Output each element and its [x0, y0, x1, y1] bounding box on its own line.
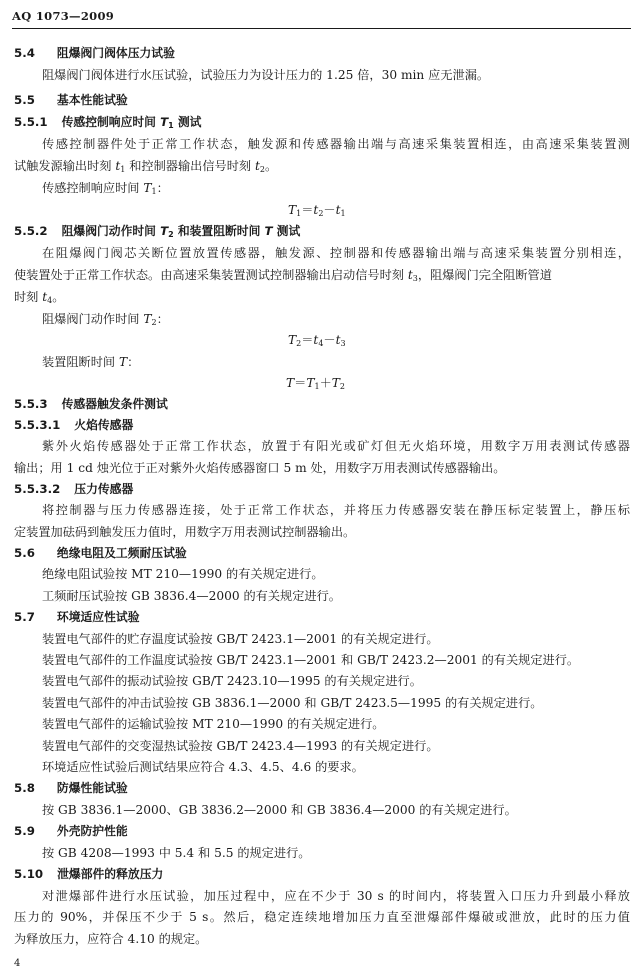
section-5-6-heading	[14, 545, 187, 561]
section-title: 阻爆阀门阀体压力试验	[56, 46, 175, 60]
section-title: 传感器触发条件测试	[61, 397, 168, 411]
symbol: T	[264, 224, 273, 238]
paragraph: 装置电气部件的交变湿热试验按 GB/T 2423.4—1993 的有关规定进行。	[42, 739, 439, 753]
section-5-5-2-heading	[14, 223, 300, 243]
symbol: T	[331, 376, 340, 390]
text: 传感控制响应时间	[42, 181, 144, 195]
section-number: 5.5.2	[14, 224, 48, 238]
operator: ＋	[319, 376, 332, 390]
subscript: 1	[120, 165, 126, 174]
text: ：	[156, 181, 169, 195]
symbol: T	[286, 376, 295, 390]
section-title-tail: 测试	[272, 224, 301, 238]
section-number: 5.8	[14, 781, 35, 795]
section-number: 5.5	[14, 93, 35, 107]
symbol: T	[160, 115, 169, 129]
subscript: 2	[318, 209, 324, 218]
paragraph	[42, 180, 169, 200]
subscript: 4	[47, 296, 53, 305]
equation-t	[286, 375, 345, 395]
section-title-tail: 测试	[173, 115, 202, 129]
section-number: 5.5.3.1	[14, 418, 61, 432]
text: ，阻爆阀门完全阻断管道	[417, 268, 552, 282]
symbol: t	[313, 333, 319, 347]
symbol: t	[335, 203, 341, 217]
paragraph: 阻爆阀门阀体进行水压试验，试验压力为设计压力的 1.25 倍，30 min 应无泄漏。	[42, 68, 490, 82]
section-number: 5.9	[14, 824, 35, 838]
paragraph: 将控制器与压力传感器连接，处于正常工作状态，并将压力传感器安装在静压标定装置上，静压标	[42, 503, 630, 517]
section-5-7-heading	[14, 609, 140, 625]
text: ：	[127, 355, 140, 369]
symbol: t	[115, 159, 121, 173]
section-title: 火焰传感器	[74, 418, 134, 432]
section-title: 基本性能试验	[56, 93, 128, 107]
operator: －	[323, 333, 336, 347]
subscript: 2	[339, 382, 345, 391]
section-number: 5.4	[14, 46, 35, 60]
section-title: 绝缘电阻及工频耐压试验	[56, 546, 187, 560]
symbol: T	[306, 376, 315, 390]
subscript: 2	[259, 165, 265, 174]
section-5-4-heading	[14, 45, 175, 61]
paragraph: 绝缘电阻试验按 MT 210—1990 的有关规定进行。	[42, 567, 324, 581]
subscript: 1	[151, 187, 157, 196]
operator: ＝	[301, 333, 314, 347]
paragraph: 装置电气部件的振动试验按 GB/T 2423.10—1995 的有关规定进行。	[42, 674, 422, 688]
standard-code-header: AQ 1073—2009	[12, 9, 115, 23]
paragraph	[14, 289, 64, 309]
paragraph	[14, 267, 552, 287]
symbol: T	[143, 312, 152, 326]
paragraph: 紫外火焰传感器处于正常工作状态，放置于有阳光或矿灯但无火焰环境，用数字万用表测试传感器	[42, 439, 630, 453]
section-title: 泄爆部件的释放压力	[57, 867, 164, 881]
paragraph: 对泄爆部件进行水压试验，加压过程中，应在不少于 30 s 的时间内，将装置入口压力升到最小释放	[42, 889, 630, 903]
text: 和控制器输出信号时刻	[125, 159, 255, 173]
symbol: T	[288, 203, 297, 217]
operator: ＝	[301, 203, 314, 217]
paragraph: 工频耐压试验按 GB 3836.4—2000 的有关规定进行。	[42, 589, 341, 603]
symbol: t	[407, 268, 413, 282]
text: 阻爆阀门动作时间	[42, 312, 144, 326]
text: 装置阻断时间	[42, 355, 119, 369]
section-title: 传感控制响应时间	[61, 115, 161, 129]
text: 。	[52, 290, 65, 304]
section-number: 5.5.1	[14, 115, 48, 129]
subscript: 3	[412, 274, 418, 283]
paragraph: 按 GB 3836.1—2000、GB 3836.2—2000 和 GB 3836.4—2000 的有关规定进行。	[42, 803, 517, 817]
paragraph	[42, 311, 169, 331]
section-number: 5.5.3.2	[14, 482, 61, 496]
subscript: 3	[340, 339, 346, 348]
symbol: T	[119, 355, 128, 369]
section-title: 压力传感器	[74, 482, 134, 496]
subscript: 2	[151, 318, 157, 327]
section-title: 防爆性能试验	[56, 781, 128, 795]
section-title: 外壳防护性能	[56, 824, 128, 838]
text: ：	[156, 312, 169, 326]
section-5-5-heading	[14, 92, 128, 108]
symbol: t	[255, 159, 260, 173]
subscript: 1	[340, 209, 346, 218]
paragraph: 为释放压力，应符合 4.10 的规定。	[14, 932, 208, 946]
paragraph: 传感控制器件处于正常工作状态，触发源和传感器输出端与高速采集装置相连，由高速采集装置测	[42, 137, 630, 151]
section-5-5-1-heading	[14, 114, 201, 134]
paragraph: 压力的 90%，并保压不少于 5 s。然后，稳定连续地增加压力直至泄爆部件爆破或泄放，此时的压力值	[14, 910, 630, 924]
text: 试触发源输出时刻	[14, 159, 116, 173]
section-5-10-heading	[14, 866, 163, 882]
subscript: 1	[314, 382, 320, 391]
section-5-5-3-1-heading	[14, 417, 133, 433]
subscript: 1	[168, 121, 174, 130]
section-5-5-3-2-heading	[14, 481, 133, 497]
symbol: t	[313, 203, 319, 217]
page-number: 4	[14, 958, 21, 969]
text: 时刻	[14, 290, 43, 304]
symbol: T	[288, 333, 297, 347]
subscript: 4	[318, 339, 324, 348]
section-title: 和装置阻断时间	[173, 224, 265, 238]
paragraph: 装置电气部件的贮存温度试验按 GB/T 2423.1—2001 的有关规定进行。	[42, 632, 439, 646]
paragraph: 装置电气部件的工作温度试验按 GB/T 2423.1—2001 和 GB/T 2423.2—2001 的有关规定进行。	[42, 653, 580, 667]
section-title: 环境适应性试验	[56, 610, 140, 624]
paragraph: 按 GB 4208—1993 中 5.4 和 5.5 的规定进行。	[42, 846, 311, 860]
header-rule	[12, 28, 631, 29]
subscript: 2	[296, 339, 302, 348]
subscript: 2	[168, 230, 174, 239]
section-number: 5.10	[14, 867, 44, 881]
symbol: T	[143, 181, 152, 195]
section-5-5-3-heading	[14, 396, 168, 412]
section-title: 阻爆阀门动作时间	[61, 224, 161, 238]
section-number: 5.7	[14, 610, 35, 624]
paragraph: 输出；用 1 cd 烛光位于正对紫外火焰传感器窗口 5 m 处，用数字万用表测试传感器输出。	[14, 461, 506, 475]
section-5-8-heading	[14, 780, 128, 796]
paragraph: 在阻爆阀门阀芯关断位置放置传感器，触发源、控制器和传感器输出端与高速采集装置分别相连，	[42, 246, 630, 260]
paragraph: 环境适应性试验后测试结果应符合 4.3、4.5、4.6 的要求。	[42, 760, 364, 774]
operator: －	[323, 203, 336, 217]
section-5-9-heading	[14, 823, 128, 839]
symbol: T	[160, 224, 169, 238]
text: 。	[265, 159, 278, 173]
equation-t1	[288, 202, 346, 222]
paragraph: 装置电气部件的冲击试验按 GB 3836.1—2000 和 GB/T 2423.5—1995 的有关规定进行。	[42, 696, 543, 710]
equation-t2	[288, 332, 346, 352]
symbol: t	[42, 290, 48, 304]
subscript: 1	[296, 209, 302, 218]
operator: ＝	[294, 376, 307, 390]
section-number: 5.6	[14, 546, 35, 560]
text: 使装置处于正常工作状态。由高速采集装置测试控制器输出启动信号时刻	[14, 268, 408, 282]
section-number: 5.5.3	[14, 397, 48, 411]
paragraph: 装置电气部件的运输试验按 MT 210—1990 的有关规定进行。	[42, 717, 385, 731]
paragraph	[14, 158, 277, 178]
symbol: t	[335, 333, 341, 347]
paragraph	[42, 354, 139, 370]
paragraph: 定装置加砝码到触发压力值时，用数字万用表测试控制器输出。	[14, 525, 356, 539]
